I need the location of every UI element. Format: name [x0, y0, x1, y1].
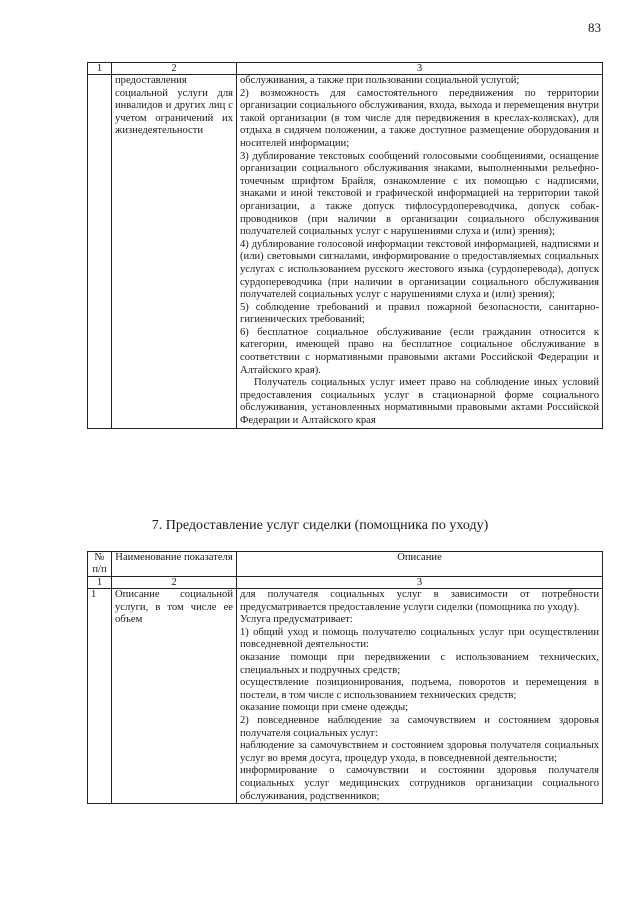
description-paragraph: 4) дублирование голосовой информации текстовой информацией, надписями и (или) световыми сигналами, информирование о предоставляемых социальных услугах с использованием русского жестового языка (сурдоперевода), допуск сурдопереводчика (при наличии в организации социального обслуживания получателей социальных услуг с нарушениями слуха и (или) зрения); — [240, 238, 599, 301]
description-paragraph: Услуга предусматривает: — [240, 614, 353, 626]
description-paragraph: 2) возможность для самостоятельного передвижения по территории организации социального обслуживания, входа, выхода и перемещения внутри такой организации (в том числе для передвижения в креслах-колясках), для отдыха в сидячем положении, а также доступное размещение оборудования и носителей информации; — [240, 87, 599, 149]
description-column-header: Описание — [237, 552, 603, 577]
column-number-row — [88, 63, 603, 75]
description-paragraph: обслуживания, а также при пользовании социальной услугой; — [240, 75, 520, 86]
continued-table — [87, 62, 603, 429]
description-cell — [237, 589, 603, 804]
service-table — [87, 551, 603, 804]
column-number: 1 — [88, 63, 112, 75]
number-column-header: № п/п — [88, 552, 112, 577]
description-paragraph: 5) соблюдение требований и правил пожарной безопасности, санитарно-гигиенических требований; — [240, 301, 599, 326]
row-number-cell: 1 — [88, 589, 112, 804]
column-number-row — [88, 577, 603, 589]
column-number: 3 — [237, 63, 603, 75]
table-row — [88, 75, 603, 429]
description-paragraph: оказание помощи при смене одежды; — [240, 702, 409, 714]
description-paragraph: 3) дублирование текстовых сообщений голосовыми сообщениями, оснащение организации социального обслуживания знаками, выполненными рельефно-точечным шрифтом Брайля, ознакомление с их помощью с надписями, знаками и иной текстовой и графической информацией на территории такой организации, а также допуск тифлосурдопереводчика, допуск собак-проводников (при наличии в организации социального обслуживания получателей социальных услуг с нарушениями слуха и (или) зрения); — [240, 150, 599, 238]
description-paragraph: наблюдение за самочувствием и состоянием здоровья получателя социальных услуг во время досуга, процедур ухода, в повседневной деятельности; — [240, 740, 599, 764]
page-number: 83 — [588, 20, 601, 35]
description-paragraph: информирование о самочувствии и состоянии здоровья получателя социальных услуг медицинских сотрудников организации социального обслуживания, родственников; — [240, 765, 599, 802]
section-title: 7. Предоставление услуг сиделки (помощника по уходу) — [151, 518, 489, 533]
row-number-cell — [88, 75, 112, 429]
description-paragraph: оказание помощи при передвижении с использованием технических, специальных и подручных средств; — [240, 651, 599, 676]
column-number: 2 — [112, 577, 237, 589]
name-column-header: Наименование показателя — [112, 552, 237, 577]
description-cell — [237, 75, 603, 429]
description-paragraph: 1) общий уход и помощь получателю социальных услуг при осуществлении повседневной деятельности: — [240, 626, 599, 651]
column-number: 1 — [88, 577, 112, 589]
description-paragraph: для получателя социальных услуг в зависимости от потребности предусматривается предоставление услуги сиделки (помощника по уходу). — [240, 589, 599, 613]
description-paragraph: осуществление позиционирования, подъема, поворотов и перемещения в постели, в том числе с использованием технических средств; — [240, 677, 599, 701]
column-number: 2 — [112, 63, 237, 75]
column-number: 3 — [237, 577, 603, 589]
description-paragraph: Получатель социальных услуг имеет право на соблюдение иных условий предоставления социальных услуг в стационарной форме социального обслуживания, установленных нормативными правовыми актами Российской Федерации и Алтайского края — [240, 377, 599, 427]
indicator-name-cell: Описание социальной услуги, в том числе ее объем — [112, 589, 237, 804]
table-row — [88, 589, 603, 804]
indicator-name-cell: предоставления социальной услуги для инвалидов и других лиц с учетом ограничений их жизнедеятельности — [112, 75, 237, 429]
description-paragraph: 6) бесплатное социальное обслуживание (если гражданин относится к категории, имеющей право на бесплатное социальное обслуживание в соответствии с нормативными правовыми актами Российской Федерации и Алтайского края). — [240, 326, 599, 376]
table-header-row — [88, 552, 603, 577]
description-paragraph: 2) повседневное наблюдение за самочувствием и состоянием здоровья получателя социальных услуг: — [240, 714, 599, 739]
